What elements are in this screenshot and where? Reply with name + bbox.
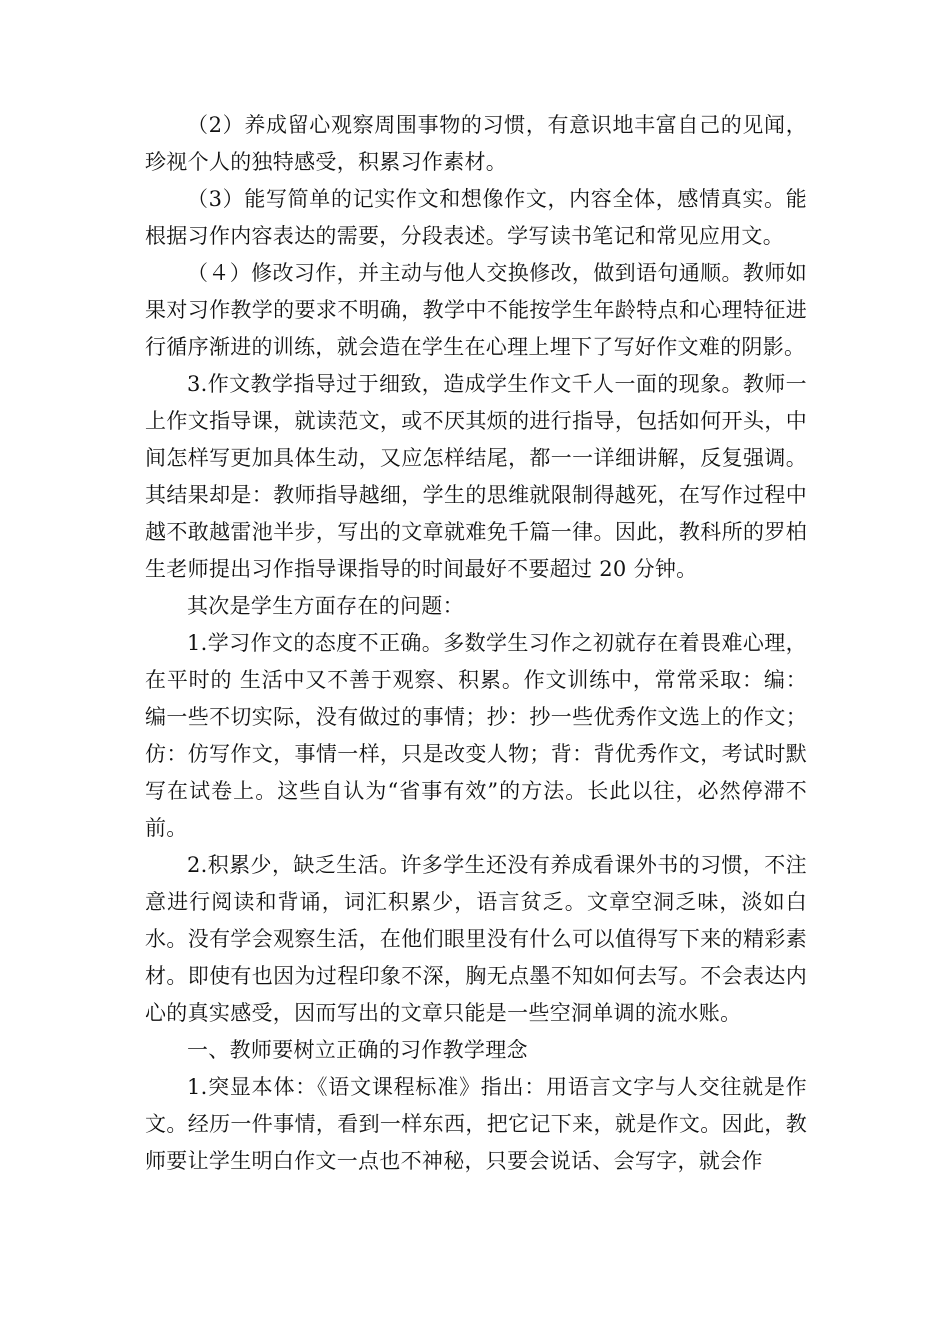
document-body bbox=[145, 107, 807, 1180]
paragraph-revision: （４）修改习作，并主动与他人交换修改，做到语句通顺。教师如果对习作教学的要求不明确，教学中不能按学生年龄特点和心理特征进行循序渐进的训练，就会造在学生在心理上埋下了写好作文难的阴影。 bbox=[145, 261, 807, 359]
paragraph-student-problems-heading: 其次是学生方面存在的问题： bbox=[187, 594, 464, 618]
paragraph-over-guidance: 3.作文教学指导过于细致，造成学生作文千人一面的现象。教师一上作文指导课，就读范文，或不厌其烦的进行指导，包括如何开头，中间怎样写更加具体生动，又应怎样结尾，都一一详细讲解，反复强调。其结果却是：教师指导越细，学生的思维就限制得越死，在写作过程中越不敢越雷池半步，写出的文章就难免千篇一律。因此，教科所的罗柏生老师提出习作指导课指导的时间最好不要超过 20 分钟。 bbox=[145, 372, 807, 581]
paragraph-attitude: 1.学习作文的态度不正确。多数学生习作之初就存在着畏难心理，在平时的 生活中又不善于观察、积累。作文训练中，常常采取：编：编一些不切实际，没有做过的事情；抄：抄一些优秀作文选上的作文；仿：仿写作文，事情一样，只是改变人物；背：背优秀作文，考试时默写在试卷上。这些自认为“省事有效”的方法。长此以往，必然停滞不前。 bbox=[145, 631, 807, 840]
section-heading-teaching-concept: 一、教师要树立正确的习作教学理念 bbox=[187, 1038, 528, 1062]
paragraph-highlight-essence: 1.突显本体：《语文课程标准》指出：用语言文字与人交往就是作文。经历一件事情，看到一样东西，把它记下来，就是作文。因此，教师要让学生明白作文一点也不神秘，只要会说话、会写字，就会作 bbox=[145, 1075, 807, 1173]
paragraph-observation-habit: （2）养成留心观察周围事物的习惯，有意识地丰富自己的见闻，珍视个人的独特感受，积累习作素材。 bbox=[145, 113, 807, 174]
paragraph-accumulation: 2.积累少，缺乏生活。许多学生还没有养成看课外书的习惯，不注意进行阅读和背诵，词汇积累少，语言贫乏。文章空洞乏味，淡如白水。没有学会观察生活，在他们眼里没有什么可以值得写下来的精彩素材。即使有也因为过程印象不深，胸无点墨不知如何去写。不会表达内心的真实感受，因而写出的文章只能是一些空洞单调的流水账。 bbox=[145, 853, 807, 1025]
paragraph-writing-types: （3）能写简单的记实作文和想像作文，内容全体，感情真实。能根据习作内容表达的需要，分段表述。学写读书笔记和常见应用文。 bbox=[145, 187, 807, 248]
